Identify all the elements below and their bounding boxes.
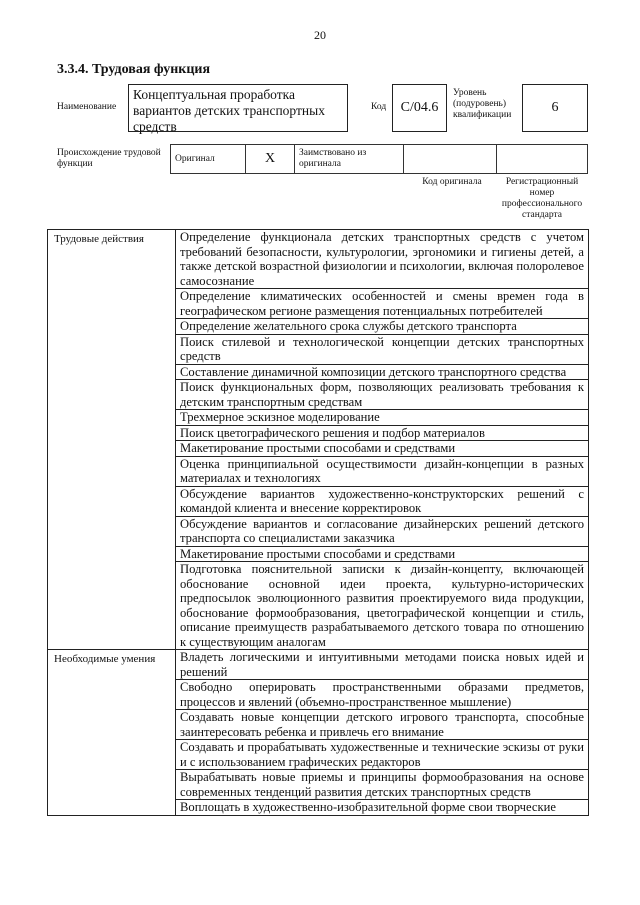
code-original-caption: Код оригинала — [422, 177, 482, 187]
list-item: Макетирование простыми способами и средствами — [176, 547, 588, 563]
reg-number-caption: Регистрационный номер профессионального стандарта — [501, 177, 583, 220]
function-name-field: Концептуальная проработка вариантов детских транспортных средств — [128, 84, 348, 132]
list-item: Оценка принципиальной осуществимости дизайн-концепции в разных материалах и технологиях — [176, 457, 588, 487]
labor-actions-label: Трудовые действия — [48, 230, 176, 650]
list-item: Определение функционала детских транспортных средств с учетом требований безопасности, культурологии, эргономики и гигиены детей, а также детской возрастной физиологии и психологии, включая полоролевое самосознание — [176, 230, 588, 289]
list-item: Вырабатывать новые приемы и принципы формообразования на основе современных тенденций развития детских транспортных средств — [176, 770, 588, 800]
section-title: 3.3.4. Трудовая функция — [57, 62, 211, 77]
labor-actions-row — [48, 230, 589, 650]
list-item: Поиск стилевой и технологической концепции детских транспортных средств — [176, 335, 588, 365]
code-field: С/04.6 — [392, 84, 447, 132]
list-item: Составление динамичной композиции детского транспортного средства — [176, 365, 588, 381]
reg-number-cell — [497, 145, 588, 174]
original-label: Оригинал — [171, 145, 246, 174]
code-label: Код — [371, 102, 387, 112]
skills-label: Необходимые умения — [48, 650, 176, 816]
list-item: Создавать новые концепции детского игрового транспорта, способные заинтересовать ребенка и привлечь его внимание — [176, 710, 588, 740]
list-item: Определение желательного срока службы детского транспорта — [176, 319, 588, 335]
list-item: Воплощать в художественно-изобразительной форме свои творческие — [180, 800, 556, 814]
list-item: Трехмерное эскизное моделирование — [176, 410, 588, 426]
code-original-cell — [404, 145, 497, 174]
borrowed-label: Заимствовано из оригинала — [295, 145, 404, 174]
level-label: Уровень (подуровень) квалификации — [453, 88, 512, 120]
list-item: Определение климатических особенностей и смены времен года в географическом регионе размещения потенциальных потребителей — [176, 289, 588, 319]
list-item: Свободно оперировать пространственными образами предметов, процессов и явлений (объемно-пространственное мышление) — [176, 680, 588, 710]
list-item: Подготовка пояснительной записки к дизайн-концепту, включающей обоснование основной идеи проекта, культурно-исторических предпосылок эволюционного развития проектируемого вида продукции, обоснование формообразования, цветографической концепции и стиль, описание преимуществ разрабатываемого детского товара по отношению к существующим аналогам — [180, 562, 584, 649]
skills-list — [176, 650, 589, 816]
name-label: Наименование — [57, 102, 117, 112]
page-number: 20 — [314, 28, 326, 42]
list-item: Создавать и прорабатывать художественные и технические эскизы от руки и с использованием графических редакторов — [176, 740, 588, 770]
origin-label: Происхождение трудовой функции — [57, 148, 161, 169]
main-table — [47, 229, 589, 816]
list-item: Обсуждение вариантов и согласование дизайнерских решений детского транспорта со специалистами заказчика — [176, 517, 588, 547]
list-item: Владеть логическими и интуитивными методами поиска новых идей и решений — [176, 650, 588, 680]
list-item: Обсуждение вариантов художественно-конструкторских решений с командой клиента и внесение корректировок — [176, 487, 588, 517]
level-field: 6 — [522, 84, 588, 132]
original-mark: X — [246, 145, 295, 174]
origin-table — [170, 144, 588, 174]
labor-actions-list — [176, 230, 589, 650]
list-item: Поиск цветографического решения и подбор материалов — [176, 426, 588, 442]
list-item: Поиск функциональных форм, позволяющих реализовать требования к детским транспортным средствам — [176, 380, 588, 410]
list-item: Макетирование простыми способами и средствами — [176, 441, 588, 457]
skills-row — [48, 650, 589, 816]
